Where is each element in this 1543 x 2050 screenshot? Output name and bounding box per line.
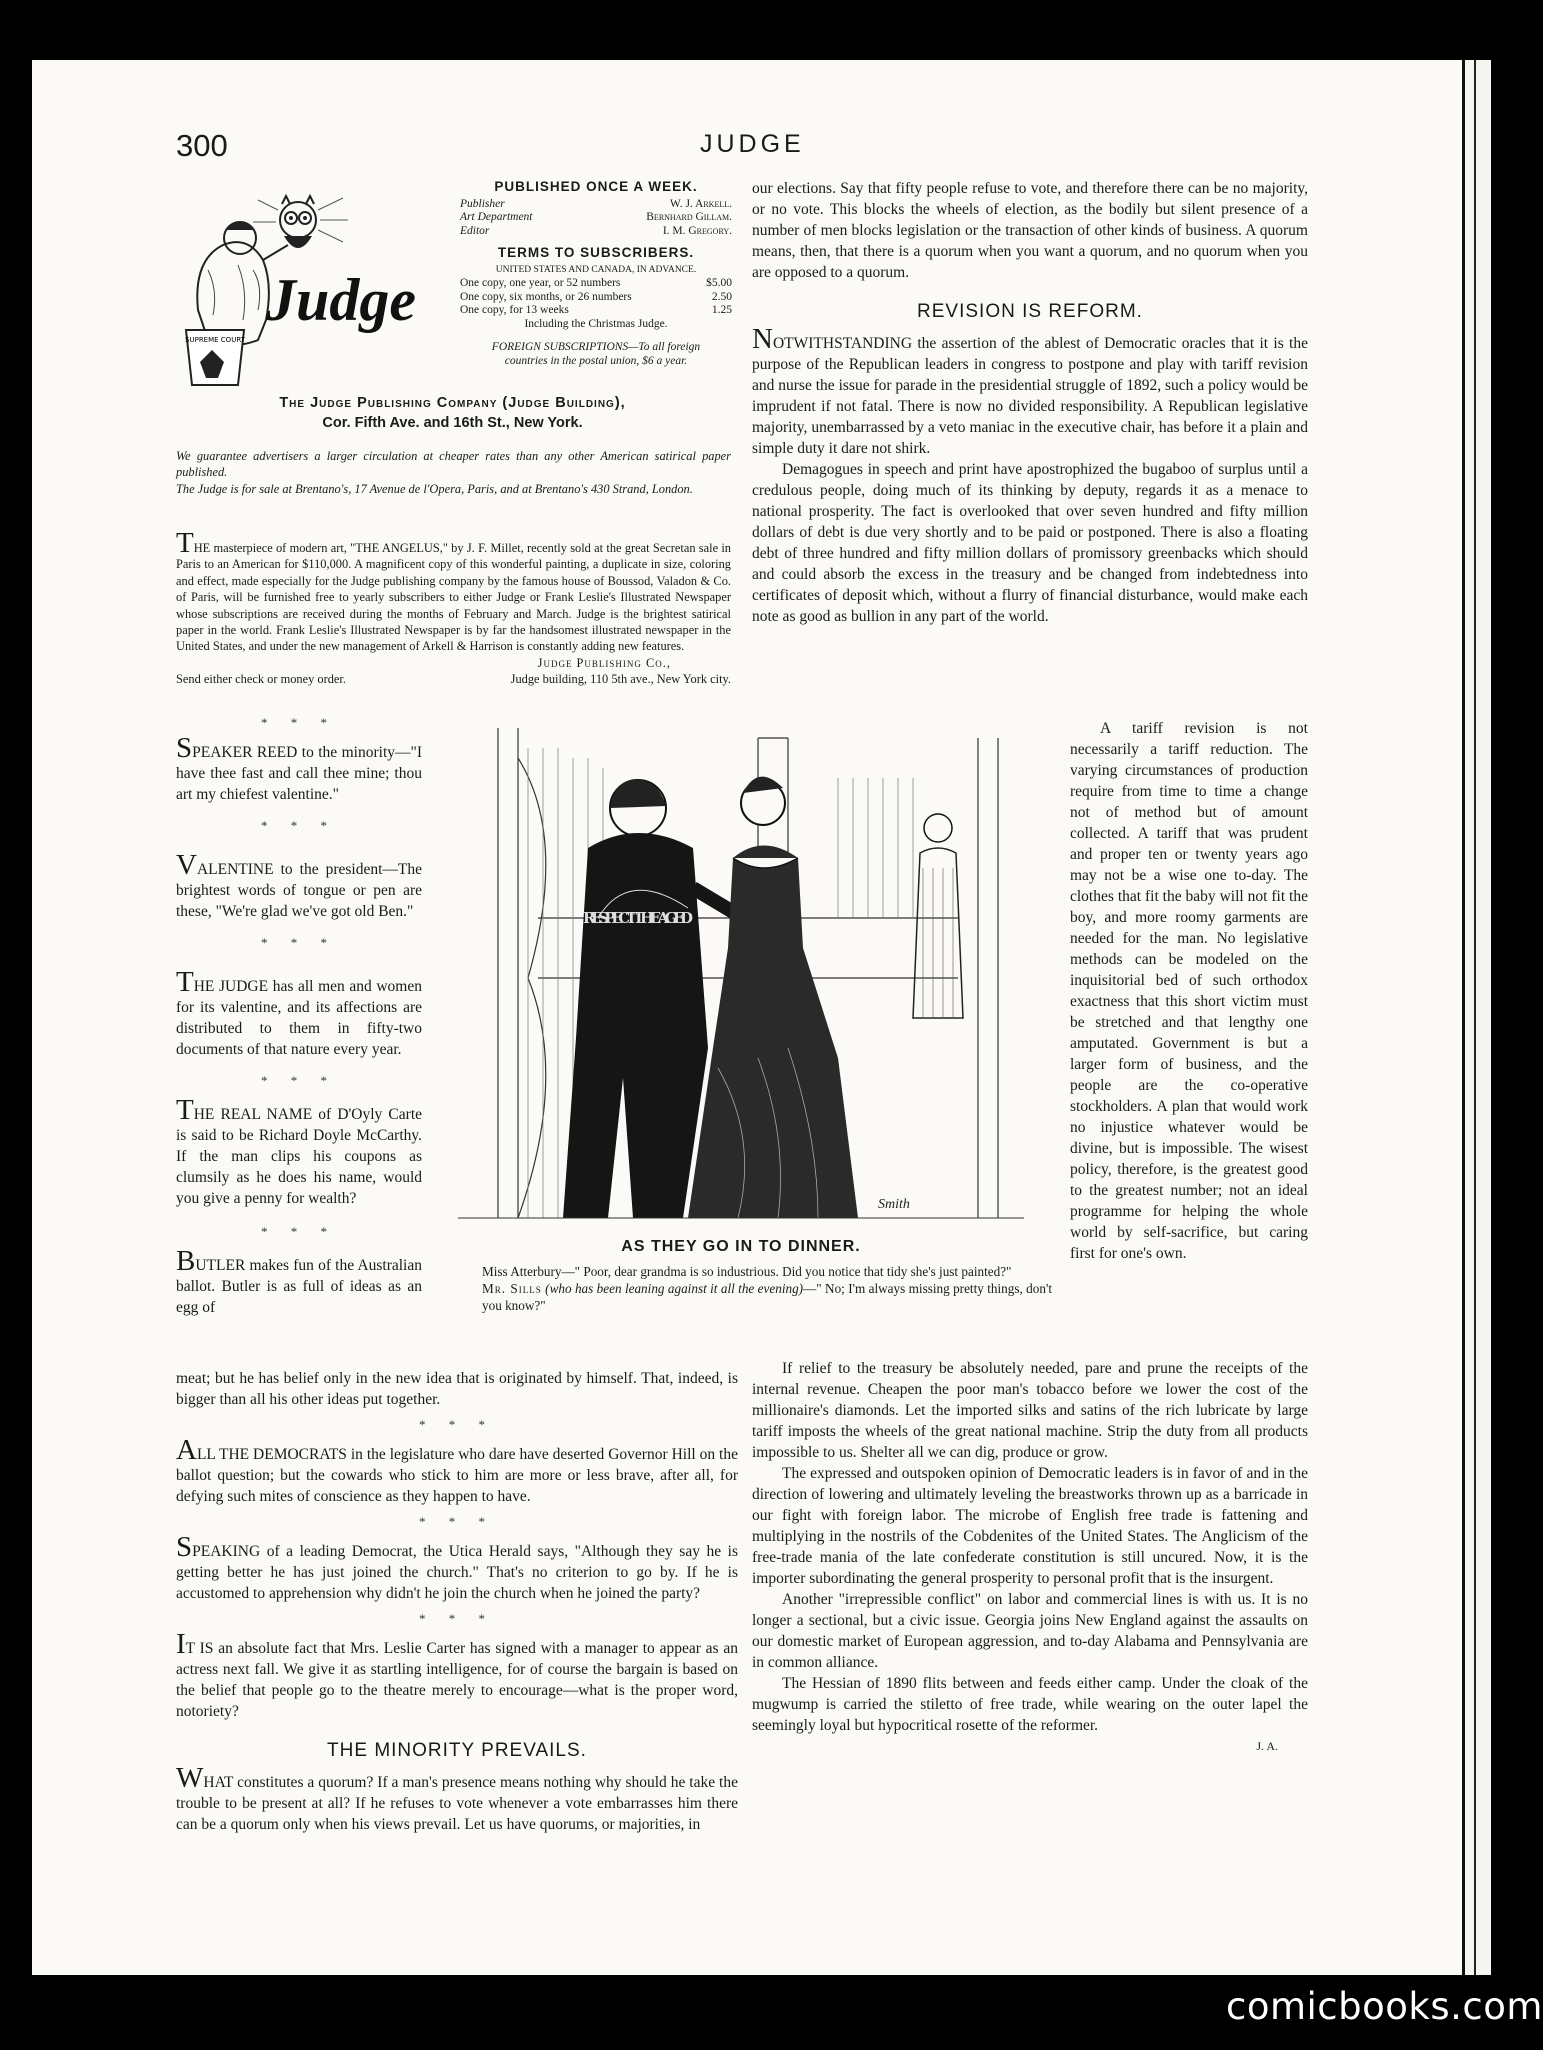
separator-stars: * * *: [419, 1514, 495, 1529]
revision-paragraph-4: If relief to the treasury be absolutely needed, pare and prune the receipts of the internal revenue. Cheapen the poor man's tobacco before we lower the cost of the millionaire's diamonds. Let the imported silks and satins of the rich lubricate by large tariff imposts the wheels of the great national machine. Strip the duty from all products impossible to us. Shelter all we can dig, produce or grow.: [752, 1360, 1308, 1461]
cartoon-title: AS THEY GO IN TO DINNER.: [621, 1238, 861, 1255]
caption-line-2: Mr. Sills (who has been leaning against it all the evening)—" No; I'm always missing pretty things, don't you know?": [482, 1281, 1053, 1313]
right-column-top: [752, 178, 1308, 627]
revision-paragraph-5: The expressed and outspoken opinion of Democratic leaders is in favor of and in the direction of lowering and ultimately leveling the breastworks thrown up as a barricade in our fight with foreign labor. The microbe of English free trade is fattening and multiplying in the nostrils of the Cobdenites of the United States. The Anglicism of the free-trade mania of the late confederate constitution is still uncured. Now, it is the importer subordinating the general prosperity to personal profit that is the insurgent.: [752, 1465, 1308, 1587]
advertiser-notice: [176, 448, 731, 497]
separator-stars: * * *: [261, 715, 337, 730]
butler-paragraph-end: meat; but he has belief only in the new idea that is originated by himself. That, indeed, is bigger than all his other ideas put together.: [176, 1370, 738, 1408]
watermark: comicbooks.com: [1226, 1985, 1543, 2028]
publisher-address: The Judge Publishing Company (Judge Building), Cor. Fifth Ave. and 16th St., New York.: [279, 395, 626, 431]
separator-stars: * * *: [261, 935, 337, 950]
carter-paragraph: IT IS an absolute fact that Mrs. Leslie Carter has signed with a manager to appear as an actress next fall. We give it as startling intelligence, for of course the bargain is based on the belief that people go to the theatre merely to encourage—what is the proper word, notoriety?: [176, 1628, 738, 1720]
price-row: One copy, six months, or 26 numbers 2.50: [460, 290, 732, 303]
democrats-paragraph: ALL THE DEMOCRATS in the legislature who dare have deserted Governor Hill on the ballot question; but the cowards who stick to him are more or less brave, after all, for defying such mites of conscience as they happen to have.: [176, 1434, 738, 1505]
lower-left-column: [176, 1368, 738, 1835]
minority-headline: THE MINORITY PREVAILS.: [327, 1740, 587, 1761]
dinner-cartoon: [458, 718, 1024, 1236]
page-number: 300: [176, 128, 228, 163]
judge-paragraph: THE JUDGE has all men and women for its valentine, and its affections are distributed to them in fifty-two documents of that nature every year.: [176, 966, 422, 1058]
caption-line-1: Miss Atterbury—" Poor, dear grandma is so industrious. Did you notice that tidy she's just painted?": [482, 1264, 1012, 1279]
artist-signature: Smith: [878, 1197, 910, 1212]
staff-editor: Editor I. M. Gregory.: [460, 224, 732, 237]
separator-stars: * * *: [419, 1611, 495, 1626]
foreign-subscriptions: FOREIGN SUBSCRIPTIONS—To all foreign countries in the postal union, $6 a year.: [491, 341, 701, 367]
terms-title: TERMS TO SUBSCRIBERS.: [497, 245, 695, 260]
author-signature: J. A.: [1256, 1739, 1278, 1753]
price-row: One copy, for 13 weeks 1.25: [460, 304, 732, 316]
terms-subtitle: UNITED STATES AND CANADA, IN ADVANCE.: [495, 264, 697, 275]
separator-stars: * * *: [261, 1073, 337, 1088]
speaking-paragraph: SPEAKING of a leading Democrat, the Utica Herald says, "Although they say he is getting better he has just joined the church." That's no criterion to go by. If he is accustomed to apprehension why didn't he join the church when he joined the party?: [176, 1531, 738, 1602]
running-head: JUDGE: [700, 130, 805, 158]
judge-logo-illustration: [178, 190, 458, 390]
staff-art: Art Department Bernhard Gillam.: [460, 211, 732, 223]
published-frequency: PUBLISHED ONCE A WEEK.: [494, 179, 698, 194]
speaker-paragraph: SPEAKER REED to the minority—"I have thee fast and call thee mine; thou art my chiefest valentine.": [176, 732, 422, 803]
realname-paragraph: THE REAL NAME of D'Oyly Carte is said to be Richard Doyle McCarthy. If the man clips his coupons as clumsily as he does his name, would you give a penny for wealth?: [176, 1094, 422, 1207]
adjacent-page-edge: [1462, 60, 1491, 1975]
angelus-left-foot: Send either check or money order.: [176, 672, 346, 687]
minority-paragraph: WHAT constitutes a quorum? If a man's presence means nothing why should he take the trouble to be present at all? If he refuses to vote whenever a vote embarrasses him there can be a quorum only when his views prevail. Let us have quorums, or majorities, in: [176, 1762, 738, 1833]
forsale-text: The Judge is for sale at Brentano's, 17 Avenue de l'Opera, Paris, and at Brentano's 430 Strand, London.: [176, 481, 693, 496]
angelus-text: HE masterpiece of modern art, "THE ANGELUS," by J. F. Millet, recently sold at the great Secretan sale in Paris to an American for $110,000. A magnificent copy of this wonderful painting, a duplicate in size, coloring and effect, made especially for the Judge publishing company by the famous house of Boussod, Valadon & Co. of Paris, will be furnished free to yearly subscribers to either Judge or Frank Leslie's Illustrated Newspaper whose subscriptions are received during the months of February and March. Judge is the brightest satirical paper in the world. Frank Leslie's Illustrated Newspaper is by far the handsomest illustrated newspaper in the United States, and under the new management of Arkell & Harrison is constantly adding new features.: [176, 541, 731, 654]
angelus-sign: Judge Publishing Co.,: [537, 655, 671, 670]
right-column-narrow: [1070, 718, 1308, 1264]
minority-continuation: our elections. Say that fifty people refuse to vote, and therefore there can be no majority, or no vote. This blocks the wheels of election, as the bodily but silent presence of a number of men blocks legislation or the transaction of other kinds of business. A quorum means, then, that there is a quorum when you want a quorum, and no quorum when you are opposed to a quorum.: [752, 180, 1308, 281]
angelus-notice: [176, 527, 731, 688]
butler-paragraph-start: BUTLER makes fun of the Australian ballot. Butler is as full of ideas as an egg of: [176, 1245, 422, 1316]
masthead-info: [460, 180, 732, 368]
valentine-paragraph: VALENTINE to the president—The brightest words of tongue or pen are these, "We're glad we've got old Ben.": [176, 849, 422, 920]
price-row: One copy, one year, or 52 numbers $5.00: [460, 277, 732, 289]
separator-stars: * * *: [261, 1224, 337, 1239]
revision-paragraph-1: NOTWITHSTANDING the assertion of the ablest of Democratic oracles that it is the purpose of the Republican leaders in congress to postpone and play with tariff revision and nurse the issue for parade in the presidential struggle of 1892, such a policy would be imprudent if not fatal. There is now no divided responsibility. A Republican legislative majority, unembarrassed by a veto maniac in the executive chair, has before it a plain and simple duty it dare not shirk.: [752, 323, 1308, 457]
drop-cap: T: [176, 527, 194, 559]
pail-label: SUPREME COURT: [185, 336, 245, 344]
coat-lettering: RESPECT THE AGED: [583, 909, 693, 927]
cartoon-caption: [482, 1263, 1052, 1314]
christmas-note: Including the Christmas Judge.: [524, 317, 668, 330]
revision-paragraph-3: A tariff revision is not necessarily a tariff reduction. The varying circumstances of production require from time to time a change not of method but of amount collected. A tariff that was prudent and proper ten or twenty years ago may not be a wise one to-day. The clothes that fit the baby will not fit the boy, and more roomy garments are needed for the man. No legislative methods can be modeled on the inquisitorial bed of such orthodox exactness that this short victim must be stretched and that lengthy one amputated. Government is but a larger form of business, and the people are the co-operative stockholders. A plan that would work no injustice whatever would be divine, but is impossible. The wisest policy, therefore, is the greatest good to the greatest number; not an ideal programme for helping the whole world by self-sacrifice, but caring first for one's own.: [1070, 720, 1308, 1262]
revision-paragraph-2: Demagogues in speech and print have apostrophized the bugaboo of surplus until a credulous people, doing much of its thinking by deputy, regards it as a menace to national prosperity. The fact is overlooked that over seven hundred and fifty million dollars of debt is due very shortly and to be paid or postponed. There is also a floating debt of three hundred and fifty million dollars of promissory greenbacks which should and could absorb the excess in the treasury and be changed from indebtedness into certificates of deposit which, without a flurry of financial disturbance, would make each note as good as bullion in any part of the world.: [752, 461, 1308, 625]
separator-stars: * * *: [419, 1417, 495, 1432]
revision-paragraph-7: The Hessian of 1890 flits between and feeds either camp. Under the cloak of the mugwump is carried the stiletto of free trade, while wearing on the outer lapel the seemingly loyal but hypocritical rosette of the reformer.: [752, 1675, 1308, 1734]
staff-publisher: Publisher W. J. Arkell.: [460, 197, 732, 210]
separator-stars: * * *: [261, 818, 337, 833]
guarantee-text: We guarantee advertisers a larger circulation at cheaper rates than any other American satirical paper published.: [176, 449, 731, 480]
revision-paragraph-6: Another "irrepressible conflict" on labor and commercial lines is with us. It is no longer a sectional, but a civic issue. Georgia joins New England against the assaults on our domestic market of European aggression, and to-day Alabama and Pennsylvania are in common alliance.: [752, 1591, 1308, 1671]
revision-headline: REVISION IS REFORM.: [917, 301, 1143, 322]
logo-wordmark: Judge: [266, 267, 416, 333]
angelus-right-foot: Judge building, 110 5th ave., New York city.: [510, 672, 731, 687]
left-column: [176, 708, 422, 1318]
right-column-bottom: [752, 1358, 1308, 1757]
